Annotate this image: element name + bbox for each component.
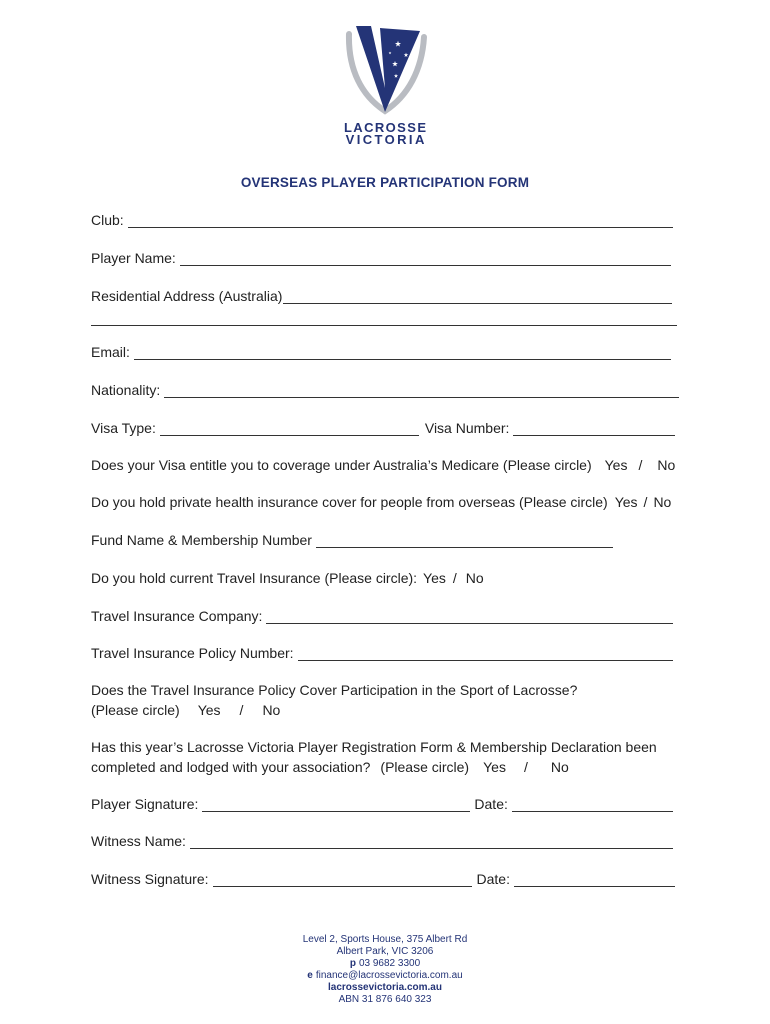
- player-name-row: [91, 249, 671, 267]
- v-mark: [356, 26, 420, 112]
- witness-signature-date-field[interactable]: [514, 873, 675, 887]
- witness-signature-row: [91, 870, 675, 888]
- registration-question-line2: completed and lodged with your association?: [91, 759, 371, 775]
- lacrosse-cover-line1: [91, 680, 577, 700]
- player-name-field[interactable]: [180, 252, 671, 266]
- medicare-yes-option[interactable]: Yes: [604, 457, 628, 473]
- footer-address-line2: Albert Park, VIC 3206: [336, 946, 434, 957]
- visa-type-field[interactable]: [160, 422, 419, 436]
- medicare-no-option[interactable]: No: [657, 457, 676, 473]
- travel-company-field[interactable]: [266, 610, 673, 624]
- lacrosse-cover-question-block: [91, 680, 577, 720]
- witness-name-row: [91, 832, 673, 850]
- player-name-label: Player Name:: [91, 250, 176, 266]
- footer-address-line1: Level 2, Sports House, 375 Albert Rd: [302, 934, 468, 945]
- phone-number: 03 9682 3300: [358, 958, 421, 969]
- travel-insurance-yes-option[interactable]: Yes: [423, 570, 446, 586]
- witness-name-field[interactable]: [190, 835, 673, 849]
- lacrosse-cover-instruction: (Please circle): [91, 702, 180, 718]
- private-health-question-row: [91, 493, 671, 511]
- lacrosse-cover-no-option[interactable]: No: [262, 702, 281, 718]
- club-row: [91, 211, 673, 229]
- private-health-separator: /: [643, 494, 648, 510]
- lacrosse-cover-separator: /: [239, 702, 244, 718]
- form-title: OVERSEAS PLAYER PARTICIPATION FORM: [240, 175, 530, 190]
- travel-policy-row: [91, 644, 673, 662]
- private-health-yes-option[interactable]: Yes: [614, 494, 638, 510]
- witness-name-label: Witness Name:: [91, 833, 186, 849]
- nationality-label: Nationality:: [91, 382, 161, 398]
- travel-insurance-question: Do you hold current Travel Insurance (Please circle):: [91, 570, 418, 586]
- residential-address-field-line2[interactable]: [91, 312, 677, 326]
- fund-row: [91, 531, 613, 549]
- player-signature-date-field[interactable]: [512, 798, 673, 812]
- visa-row: [91, 419, 675, 437]
- witness-signature-field[interactable]: [213, 873, 472, 887]
- registration-separator: /: [523, 759, 528, 775]
- travel-insurance-no-option[interactable]: No: [465, 570, 484, 586]
- player-signature-row: [91, 795, 673, 813]
- lacrosse-cover-yes-option[interactable]: Yes: [197, 702, 221, 718]
- witness-signature-date-label: Date:: [476, 871, 510, 887]
- club-field[interactable]: [128, 214, 673, 228]
- travel-company-label: Travel Insurance Company:: [91, 608, 263, 624]
- registration-question-line1: Has this year’s Lacrosse Victoria Player Registration Form & Membership Declaration been: [91, 739, 657, 755]
- email-label: Email:: [91, 344, 130, 360]
- visa-number-label: Visa Number:: [424, 420, 510, 436]
- residential-address-row: [91, 287, 672, 305]
- registration-line1: [91, 737, 657, 757]
- witness-signature-label: Witness Signature:: [91, 871, 209, 887]
- registration-line2: [91, 757, 657, 777]
- registration-yes-option[interactable]: Yes: [483, 759, 506, 775]
- lacrosse-victoria-shield-icon: [340, 22, 432, 115]
- footer-abn: ABN 31 876 640 323: [338, 994, 432, 1005]
- fund-label: Fund Name & Membership Number: [91, 532, 312, 548]
- medicare-question-row: [91, 456, 675, 474]
- private-health-no-option[interactable]: No: [653, 494, 672, 510]
- website-link[interactable]: lacrossevictoria.com.au: [328, 982, 442, 993]
- player-signature-label: Player Signature:: [91, 796, 199, 812]
- phone-prefix: p: [349, 958, 356, 969]
- footer-email-line: [0, 970, 770, 982]
- travel-company-row: [91, 607, 673, 625]
- footer-contact: [0, 934, 770, 1006]
- email-row: [91, 343, 671, 361]
- registration-question-block: [91, 737, 657, 777]
- email-prefix: e: [307, 970, 313, 981]
- logo-wordmark-line1: LACROSSE: [343, 120, 428, 135]
- private-health-question: Do you hold private health insurance cover for people from overseas (Please circle): [91, 494, 608, 510]
- residential-address-row-2: [91, 309, 677, 327]
- nationality-row: [91, 381, 679, 399]
- email-field[interactable]: [134, 346, 671, 360]
- lacrosse-cover-question: Does the Travel Insurance Policy Cover Participation in the Sport of Lacrosse?: [91, 682, 578, 698]
- footer-phone-line: [0, 958, 770, 970]
- player-signature-field[interactable]: [202, 798, 470, 812]
- visa-type-label: Visa Type:: [91, 420, 156, 436]
- medicare-question: Does your Visa entitle you to coverage under Australia’s Medicare (Please circle): [91, 457, 592, 473]
- residential-address-field[interactable]: [283, 290, 672, 304]
- registration-no-option[interactable]: No: [550, 759, 569, 775]
- email-link[interactable]: finance@lacrossevictoria.com.au: [315, 970, 463, 981]
- travel-insurance-separator: /: [452, 570, 457, 586]
- visa-number-field[interactable]: [513, 422, 675, 436]
- logo-wordmark-line2: VICTORIA: [345, 132, 427, 147]
- travel-insurance-question-row: [91, 569, 484, 587]
- lacrosse-cover-line2: [91, 700, 577, 720]
- fund-field[interactable]: [316, 534, 613, 548]
- travel-policy-field[interactable]: [298, 647, 673, 661]
- player-signature-date-label: Date:: [474, 796, 508, 812]
- registration-instruction: (Please circle): [380, 759, 470, 775]
- travel-policy-label: Travel Insurance Policy Number:: [91, 645, 294, 661]
- residential-address-label: Residential Address (Australia): [91, 288, 283, 304]
- medicare-separator: /: [638, 457, 643, 473]
- nationality-field[interactable]: [164, 384, 679, 398]
- club-label: Club:: [91, 212, 124, 228]
